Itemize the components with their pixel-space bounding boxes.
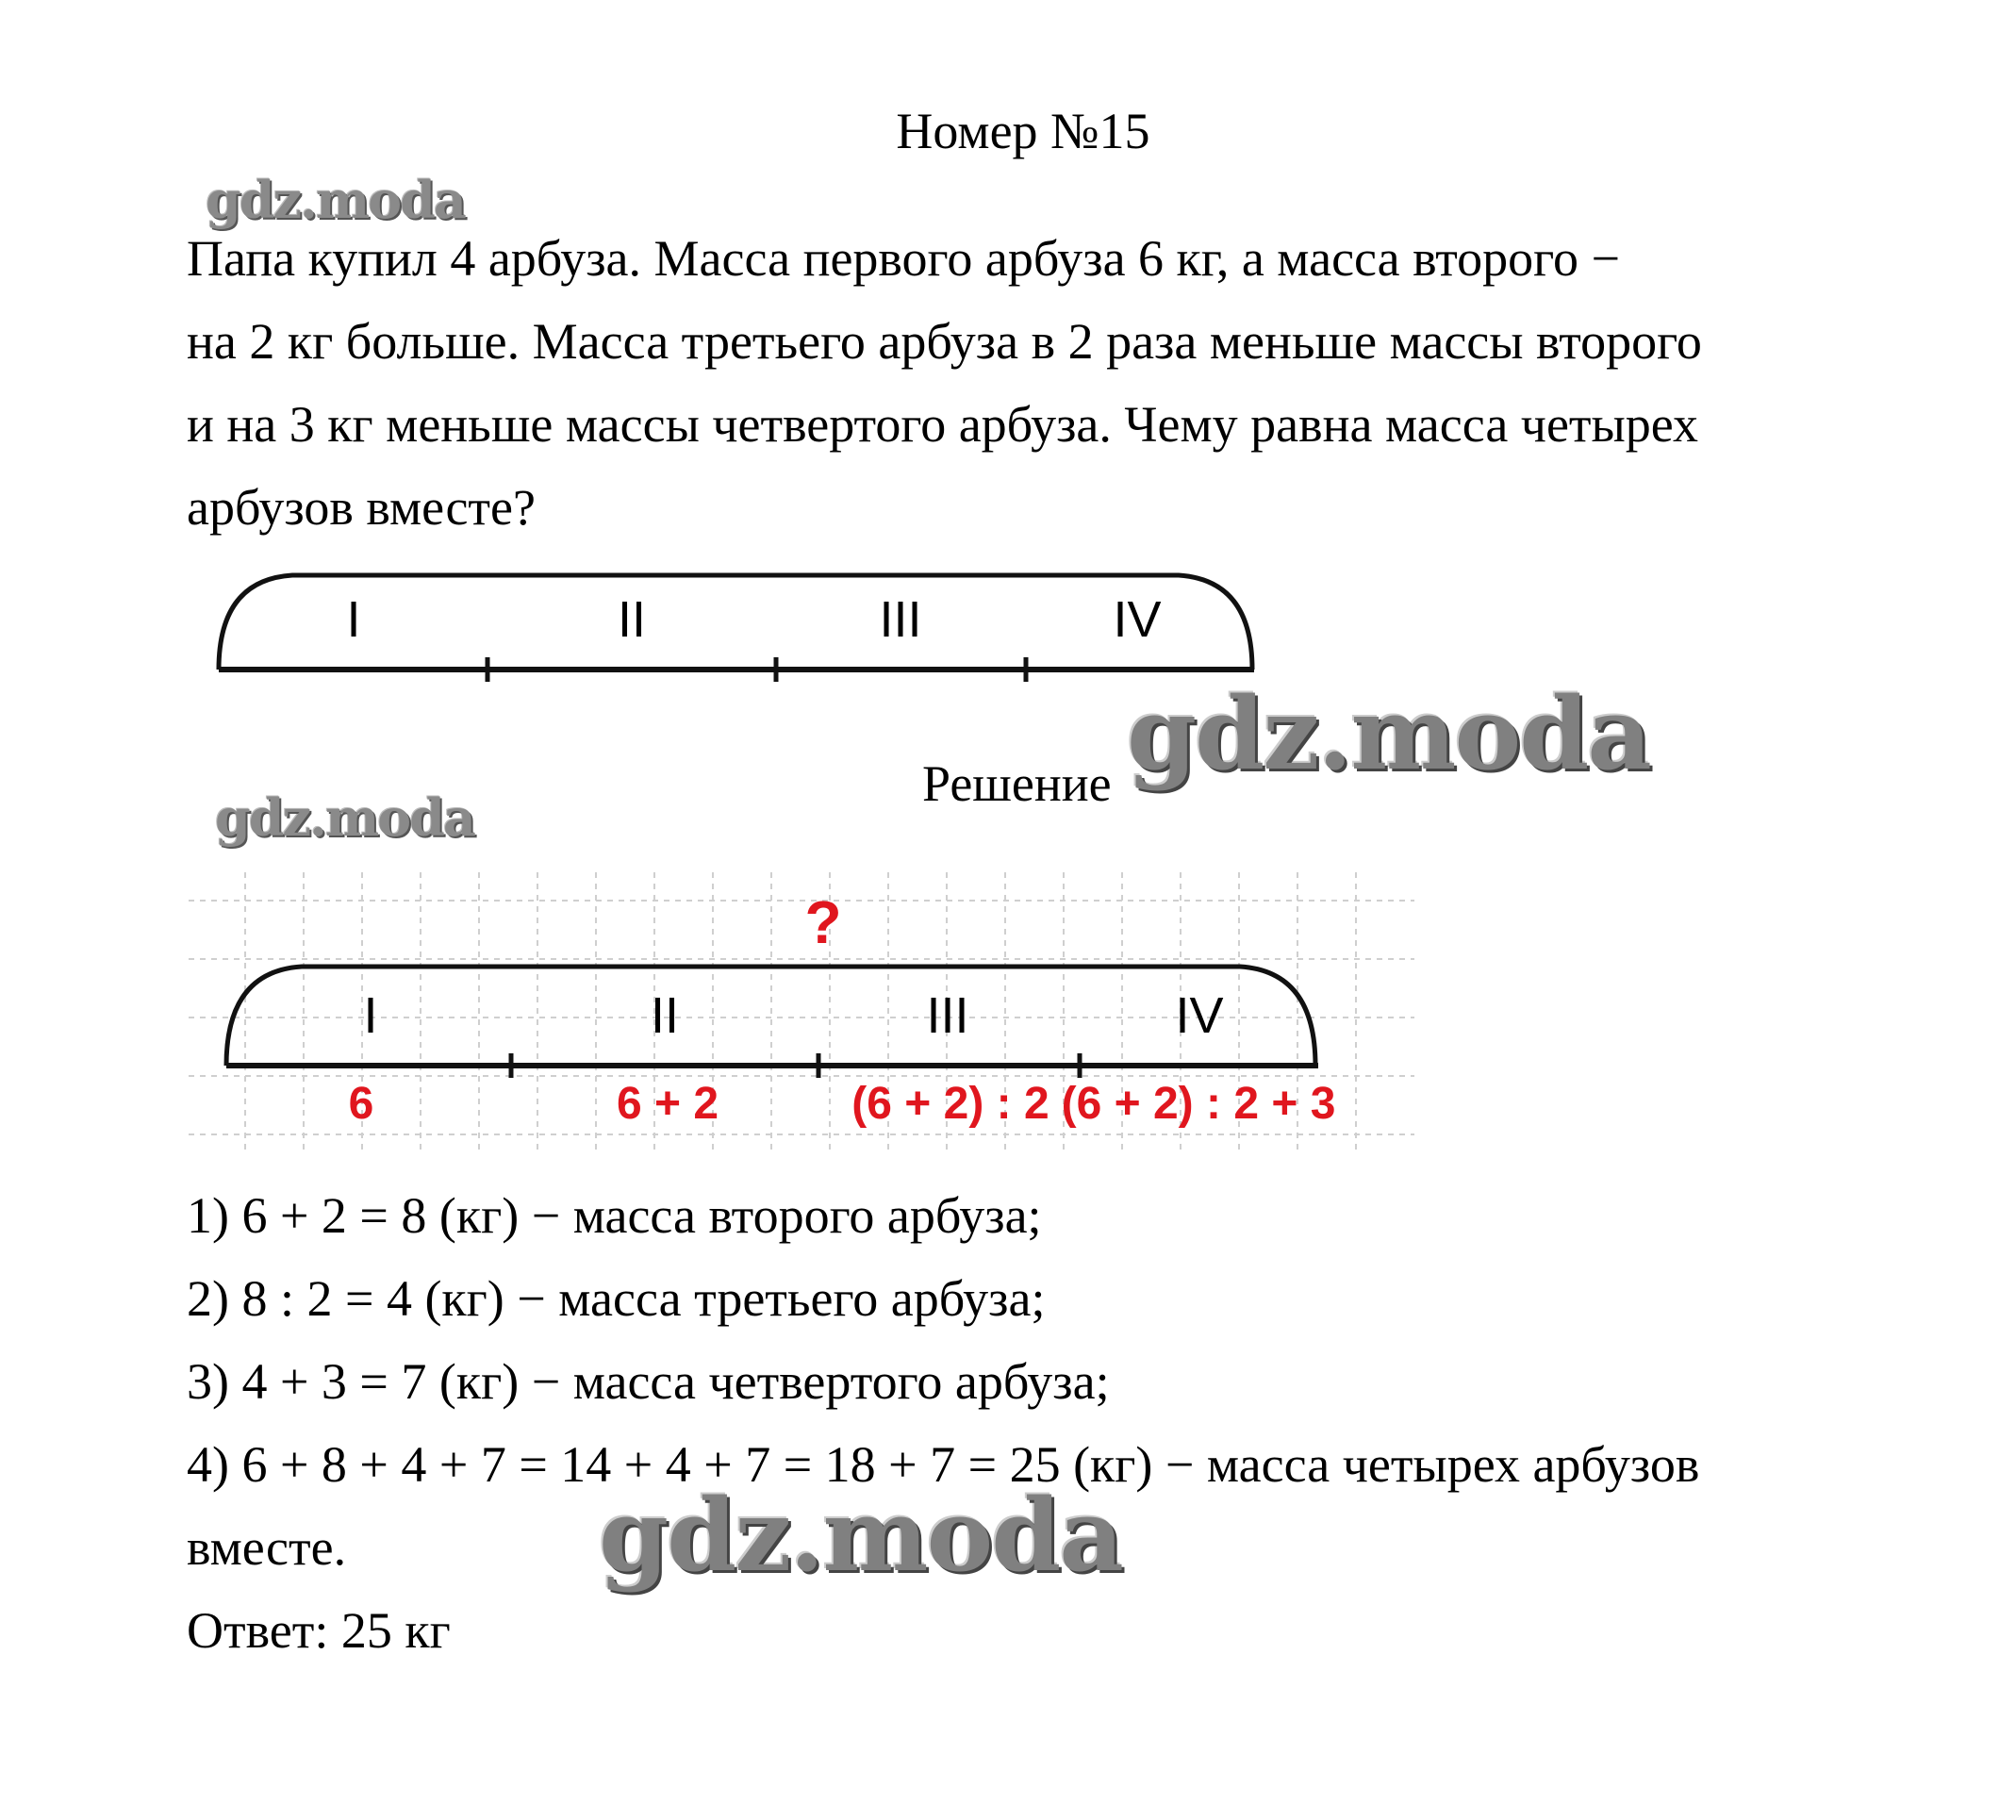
solution-step: 2) 8 : 2 = 4 (кг) − масса третьего арбуза; xyxy=(187,1270,1046,1327)
segment-label: II xyxy=(650,987,680,1044)
segment-label: IV xyxy=(1175,987,1224,1044)
answer-text: Ответ: 25 кг xyxy=(187,1602,451,1659)
solution-step: 3) 4 + 3 = 7 (кг) − масса четвертого арбуза; xyxy=(187,1353,1110,1410)
solution-steps xyxy=(187,1174,1903,1672)
segment-expression: 6 xyxy=(348,1079,374,1129)
solution-diagram xyxy=(189,872,1414,1155)
segment-label: IV xyxy=(1113,591,1162,648)
segment-expression: (6 + 2) : 2 xyxy=(851,1079,1049,1129)
watermark: gdz.moda xyxy=(1127,674,1650,792)
page-title: Номер №15 xyxy=(896,103,1150,159)
segment-label: I xyxy=(363,987,378,1044)
diagram-arc xyxy=(219,575,1252,670)
watermark: gdz.moda xyxy=(206,170,465,230)
watermark: gdz.moda xyxy=(599,1476,1122,1594)
solution-step: 4) 6 + 8 + 4 + 7 = 14 + 4 + 7 = 18 + 7 = 25 (кг) − масса четырех арбузов xyxy=(187,1436,1700,1493)
solution-step: вместе. xyxy=(187,1519,347,1576)
problem-text xyxy=(187,217,1884,549)
segment-label: II xyxy=(617,591,647,648)
solution-step: 1) 6 + 2 = 8 (кг) − масса второго арбуза; xyxy=(187,1187,1042,1244)
diagram-arc xyxy=(226,967,1315,1066)
solution-heading: Решение xyxy=(922,755,1112,812)
segment-label: III xyxy=(926,987,969,1044)
problem-line: Папа купил 4 арбуза. Масса первого арбуза 6 кг, а масса второго − xyxy=(187,230,1620,287)
problem-line: и на 3 кг меньше массы четвертого арбуза. Чему равна масса четырех xyxy=(187,396,1699,453)
problem-line: арбузов вместе? xyxy=(187,479,536,536)
segment-diagram xyxy=(207,561,1273,703)
segment-label: I xyxy=(346,591,361,648)
watermark: gdz.moda xyxy=(215,787,474,848)
segment-expression: (6 + 2) : 2 + 3 xyxy=(1061,1079,1336,1129)
segment-expression: 6 + 2 xyxy=(616,1079,719,1129)
problem-line: на 2 кг больше. Масса третьего арбуза в 2 раза меньше массы второго xyxy=(187,313,1702,370)
segment-label: III xyxy=(879,591,922,648)
question-mark: ? xyxy=(804,888,842,956)
